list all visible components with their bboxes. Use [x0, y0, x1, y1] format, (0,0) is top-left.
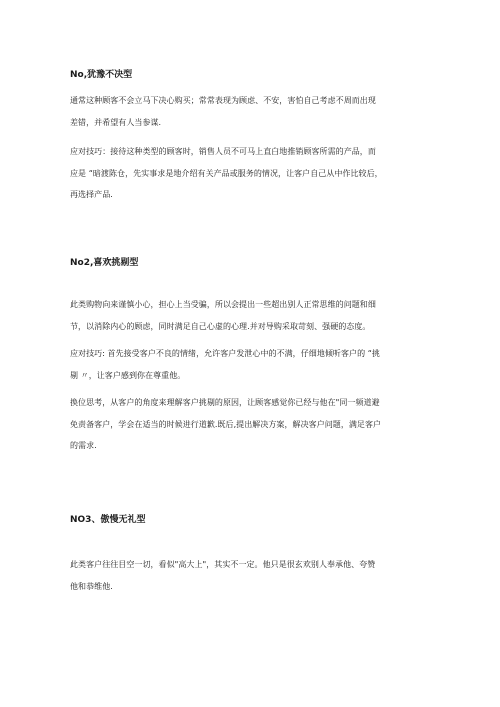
section-heading: No2,喜欢挑剔型 — [70, 258, 139, 268]
section-picky-para-3 — [70, 392, 438, 457]
paragraph-line: 他和恭维他. — [70, 581, 113, 591]
paragraph-line: 差错，并希望有人当参谋. — [70, 117, 162, 127]
paragraph — [70, 294, 438, 337]
paragraph — [70, 141, 438, 206]
paragraph-line: 剔 〃，让客户感到你在尊重他。 — [70, 370, 186, 380]
paragraph-line: 应对技巧：接待这种类型的顾客时，销售人员不可马上直白地推销顾客所需的产品，而 — [70, 147, 376, 156]
paragraph-line: 换位思考，从客户的角度来理解客户挑剔的原因，让顾客感觉你已经与他在"同一频道避 — [70, 398, 380, 407]
paragraph-line: 的需求. — [70, 441, 97, 450]
section-hesitant-para-2 — [70, 141, 438, 206]
paragraph-line: 此类客户往往目空一切，看似"高大上"，其实不一定。他只是很玄欢别人奉承他、夸赞 — [70, 560, 376, 569]
paragraph — [70, 343, 438, 386]
paragraph-line: 此类购物向来谨慎小心，担心上当受骗，所以会提出一些超出别人正常思维的问题和细 — [70, 300, 376, 309]
section-heading: NO3、傲慢无礼型 — [70, 515, 146, 525]
section-picky-para-1 — [70, 294, 438, 337]
section-arrogant — [70, 513, 438, 527]
paragraph — [70, 554, 438, 597]
section-picky — [70, 256, 438, 270]
paragraph-line: 应对技巧: 首先接受客户不良的情绪，允许客户发泄心中的不满，仔细地倾听客户的 “挑 — [70, 349, 380, 358]
paragraph-line: 通常这种顾客不会立马下决心购买；常常表现为顾虑、不安，害怕自己考虑不周而出现 — [70, 96, 376, 105]
section-hesitant — [70, 68, 438, 82]
section-heading: No,犹豫不决型 — [70, 70, 133, 80]
paragraph-line: 再选择产品. — [70, 190, 113, 199]
paragraph — [70, 90, 438, 133]
section-picky-para-2 — [70, 343, 438, 386]
paragraph-line: 应是 “暗渡陈仓，先实事求是地介绍有关产品或服务的情况，让客户自己从中作比较后， — [70, 168, 383, 178]
paragraph — [70, 392, 438, 457]
paragraph-line: 免责备客户，学会在适当的时候进行道歉.既后,提出解决方案，解决客户问题，满足客户 — [70, 419, 382, 429]
section-hesitant-para-1 — [70, 90, 438, 133]
paragraph-line: 节，以消除内心的顾虑，同时满足自己心虚的心理.并对导购采取苛刻、强硬的态度。 — [70, 321, 371, 331]
section-arrogant-para-1 — [70, 554, 438, 597]
